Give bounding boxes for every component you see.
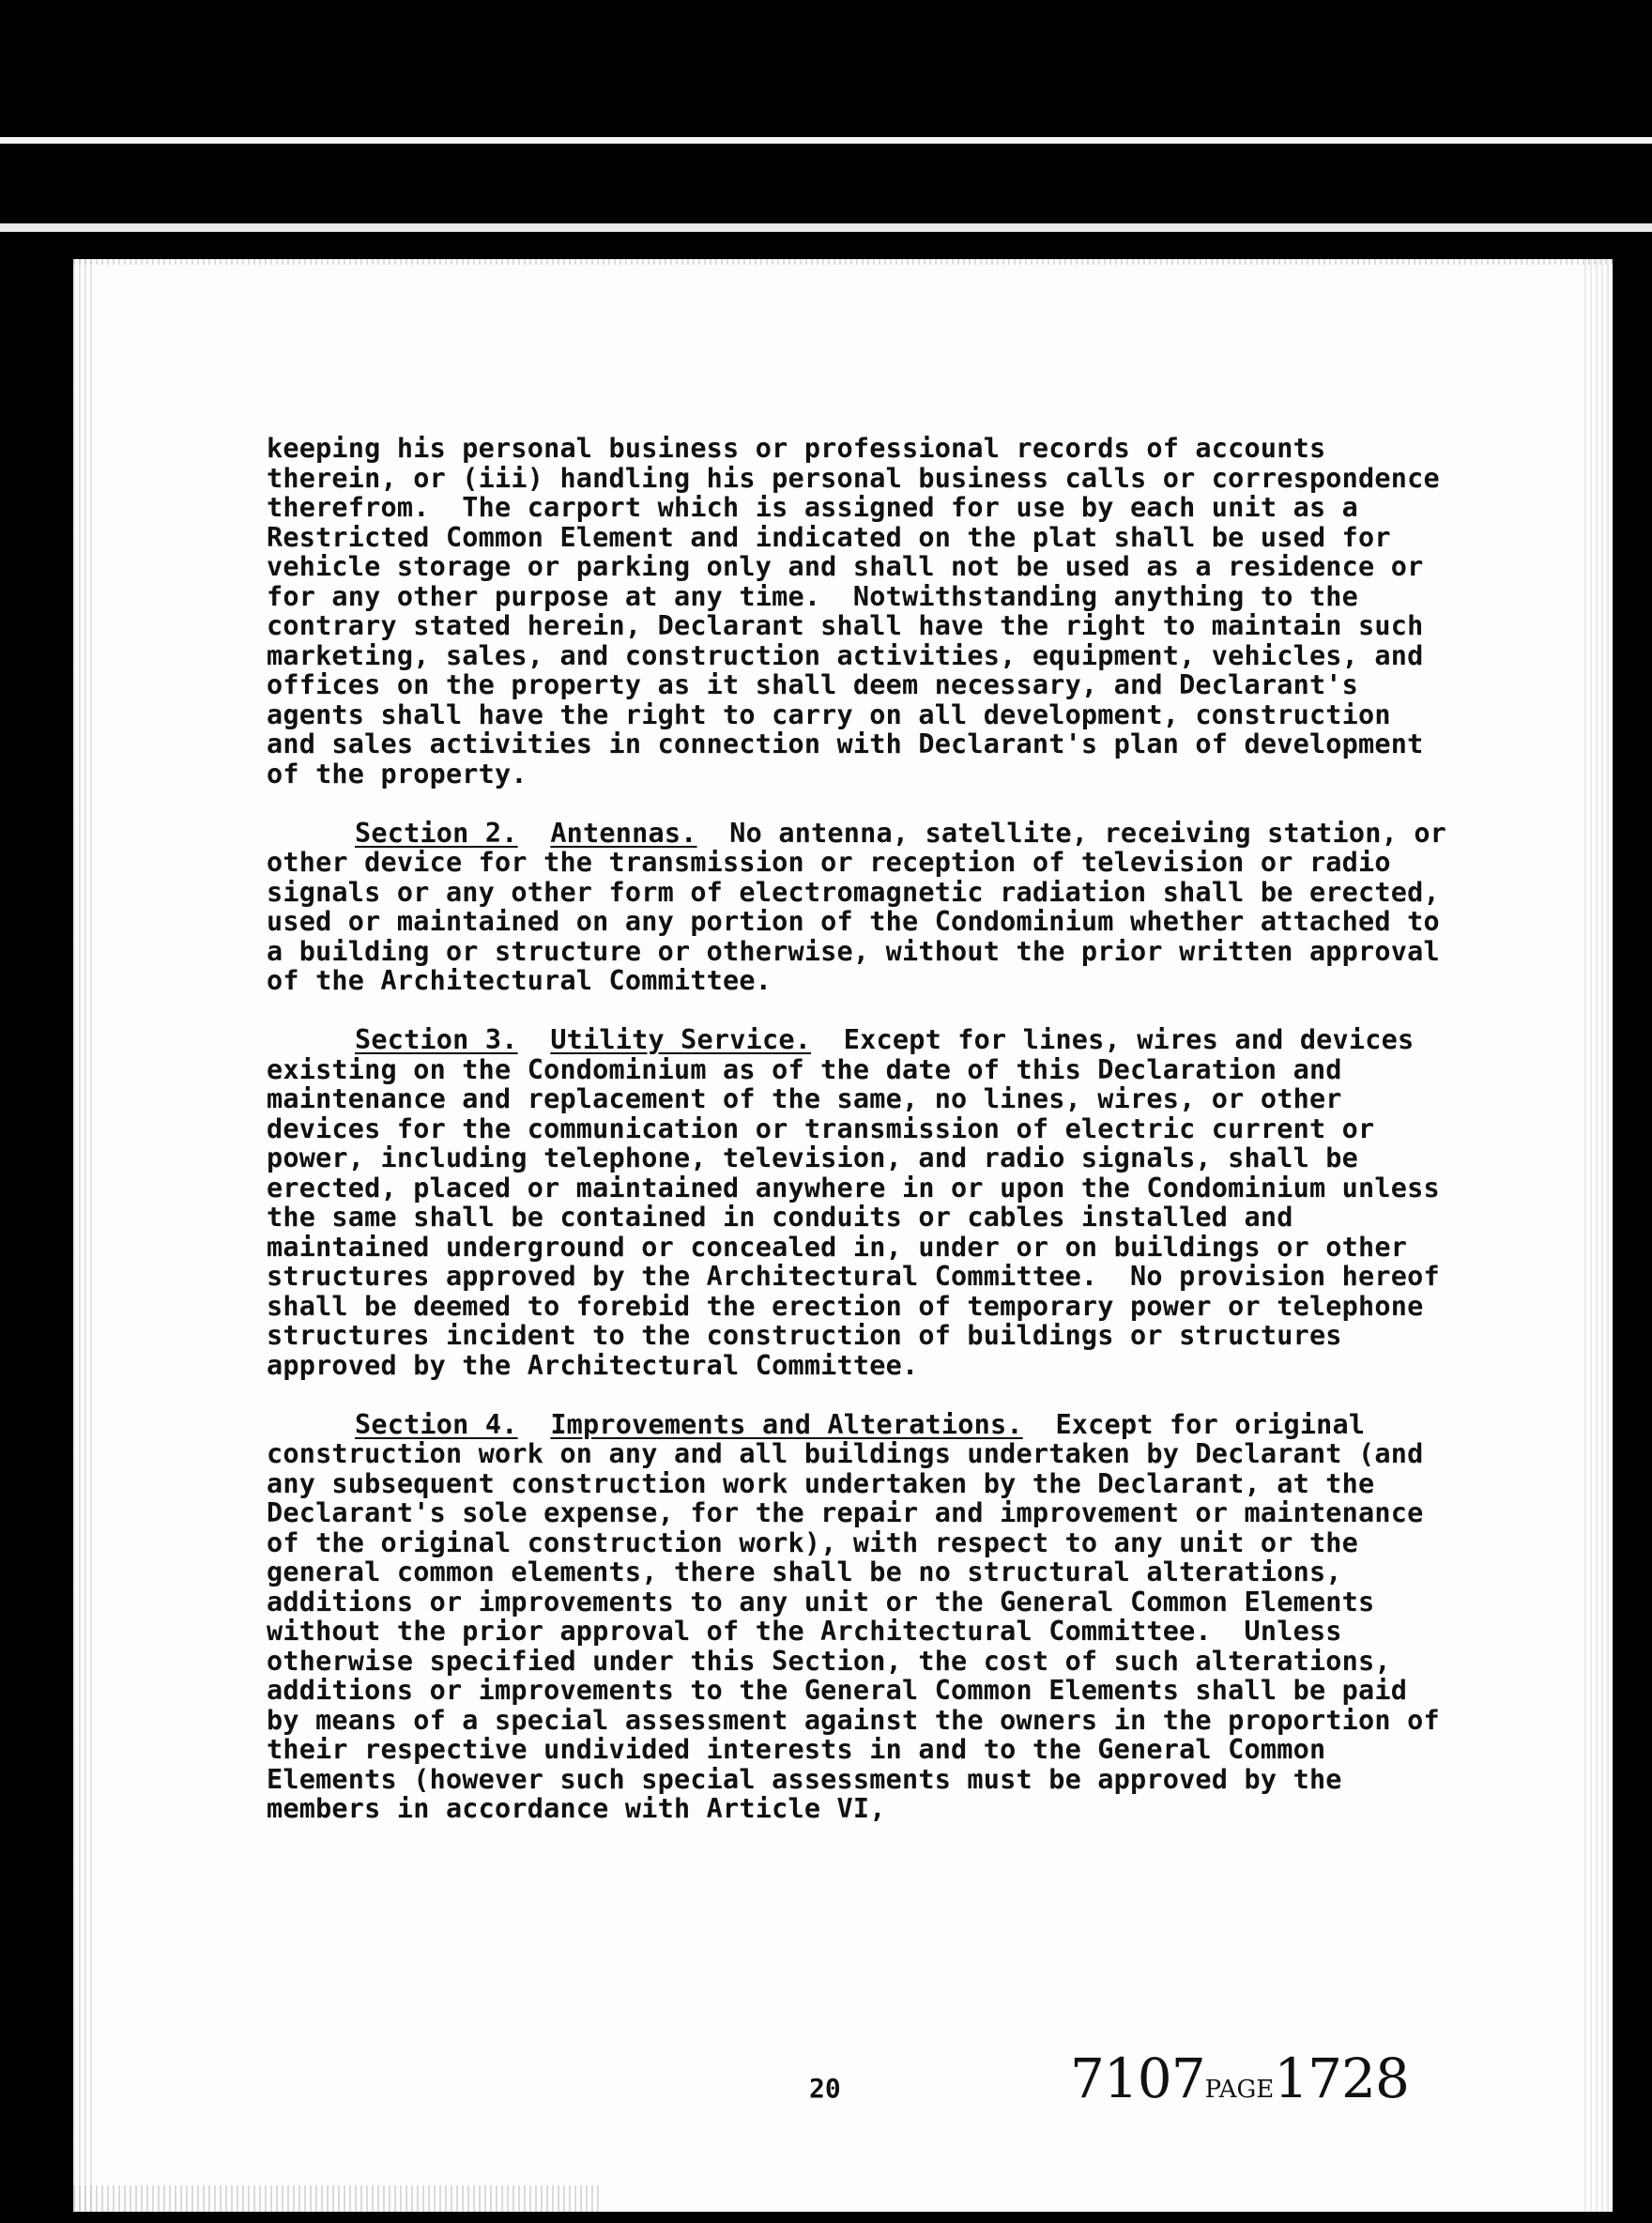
scan-artifact-line (0, 223, 1652, 232)
scan-noise (73, 2185, 599, 2212)
section-4-number: Section 4. (355, 1408, 518, 1440)
section-3-number: Section 3. (355, 1024, 518, 1055)
scan-artifact-line (0, 137, 1652, 144)
book-page-stamp (1070, 2047, 1409, 2110)
stamp-book-number: 7107 (1070, 2047, 1205, 2110)
stamp-page-label: PAGE (1204, 2076, 1275, 2104)
stamp-page-number: 1728 (1274, 2047, 1409, 2110)
section-3-title: Utility Service. (550, 1024, 812, 1055)
section-3-text: Except for lines, wires and devices existing on the Condominium as of the date of this Declaration and maintenance and replacement of the same, no lines, wires, or other devices for the communication or transmission of electric current or power, including telephone, television, and radio signals, shall be erected, placed or maintained anywhere in or upon the Condominium unless the same shall be contained in conduits or cables installed and maintained underground or concealed in, under or on buildings or other structures approved by the Architectural Committee. No provision hereof shall be deemed to forebid the erection of temporary power or telephone structures incident to the construction of buildings or structures approved by the Architectural Committee. (267, 1024, 1457, 1381)
section-2-text: No antenna, satellite, receiving station, or other device for the transmission or reception of television or radio signals or any other form of electromagnetic radiation shall be erected, used or maintained on any portion of the Condominium whether attached to a building or structure or otherwise, without the prior written approval of the Architectural Committee. (267, 817, 1463, 996)
section-2-title: Antennas. (550, 817, 697, 849)
scan-noise (1584, 259, 1613, 2212)
scan-noise (73, 259, 94, 2212)
section-4-paragraph (267, 1408, 1457, 1824)
scan-noise (73, 259, 1613, 265)
document-body (267, 433, 1463, 1853)
section-2-paragraph (267, 817, 1463, 996)
page-number: 20 (809, 2073, 841, 2104)
section-3-paragraph (267, 1024, 1457, 1381)
section-2-number: Section 2. (355, 817, 518, 849)
scan-top-border (0, 0, 1652, 225)
section-4-title: Improvements and Alterations. (550, 1408, 1023, 1440)
opening-paragraph: keeping his personal business or professional records of accounts therein, or (iii) handling his personal business calls or correspondence therefrom. The carport which is assigned for use by each unit as a Restricted Common Element and indicated on the plat shall be used for vehicle storage or parking only and shall not be used as a residence or for any other purpose at any time. Notwithstanding anything to the contrary stated herein, Declarant shall have the right to maintain such marketing, sales, and construction activities, equipment, vehicles, and offices on the property as it shall deem necessary, and Declarant's agents shall have the right to carry on all development, construction and sales activities in connection with Declarant's plan of development of the property. (267, 433, 1457, 790)
section-4-text: Except for original construction work on any and all buildings undertaken by Declarant (and any subsequent construction work undertaken by the Declarant, at the Declarant's sole expense, for the repair and improvement or maintenance of the original construction work), with respect to any unit or the general common elements, there shall be no structural alterations, additions or improvements to any unit or the General Common Elements without the prior approval of the Architectural Committee. Unless otherwise specified under this Section, the cost of such alterations, additions or improvements to the General Common Elements shall be paid by means of a special assessment against the owners in the proportion of their respective undivided interests in and to the General Common Elements (however such special assessments must be approved by the members in accordance with Article VI, (267, 1408, 1457, 1824)
